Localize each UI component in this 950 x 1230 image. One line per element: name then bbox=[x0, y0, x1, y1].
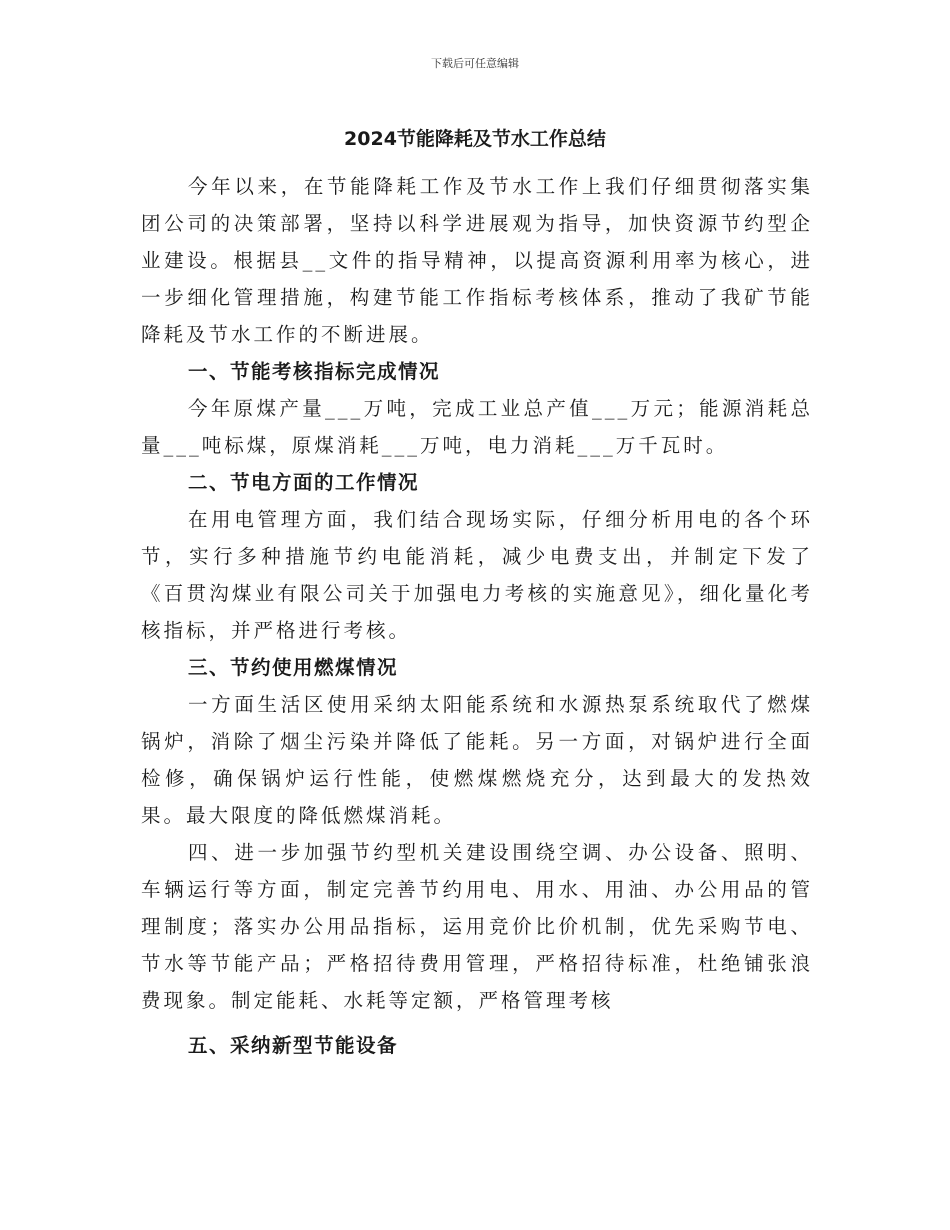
document-body bbox=[141, 168, 813, 1064]
header-note: 下载后可任意编辑 bbox=[431, 57, 519, 70]
section-5-heading: 五、采纳新型节能设备 bbox=[188, 1034, 399, 1057]
section-3-paragraph: 一方面生活区使用采纳太阳能系统和水源热泵系统取代了燃煤锅炉，消除了烟尘污染并降低了能耗。另一方面，对锅炉进行全面检修，确保锅炉运行性能，使燃煤燃烧充分，达到最大的发热效果。最大限度的降低燃煤消耗。 bbox=[141, 693, 813, 827]
section-3-heading: 三、节约使用燃煤情况 bbox=[188, 656, 399, 679]
intro-paragraph: 今年以来，在节能降耗工作及节水工作上我们仔细贯彻落实集团公司的决策部署，坚持以科学进展观为指导，加快资源节约型企业建设。根据县__文件的指导精神，以提高资源利用率为核心，进一步细化管理措施，构建节能工作指标考核体系，推动了我矿节能降耗及节水工作的不断进展。 bbox=[141, 175, 813, 346]
section-2-paragraph: 在用电管理方面，我们结合现场实际，仔细分析用电的各个环节，实行多种措施节约电能消耗，减少电费支出，并制定下发了《百贯沟煤业有限公司关于加强电力考核的实施意见》，细化量化考核指标，并严格进行考核。 bbox=[141, 508, 813, 642]
section-1-heading: 一、节能考核指标完成情况 bbox=[188, 360, 441, 383]
section-4-paragraph: 四、进一步加强节约型机关建设围绕空调、办公设备、照明、车辆运行等方面，制定完善节约用电、用水、用油、办公用品的管理制度；落实办公用品指标，运用竞价比价机制，优先采购节电、节水等节能产品；严格招待费用管理，严格招待标准，杜绝铺张浪费现象。制定能耗、水耗等定额，严格管理考核 bbox=[141, 841, 813, 1012]
document-title: 2024节能降耗及节水工作总结 bbox=[344, 128, 606, 150]
section-1-paragraph: 今年原煤产量___万吨，完成工业总产值___万元；能源消耗总量___吨标煤，原煤消耗___万吨，电力消耗___万千瓦时。 bbox=[141, 397, 813, 457]
section-2-heading: 二、节电方面的工作情况 bbox=[188, 471, 420, 494]
